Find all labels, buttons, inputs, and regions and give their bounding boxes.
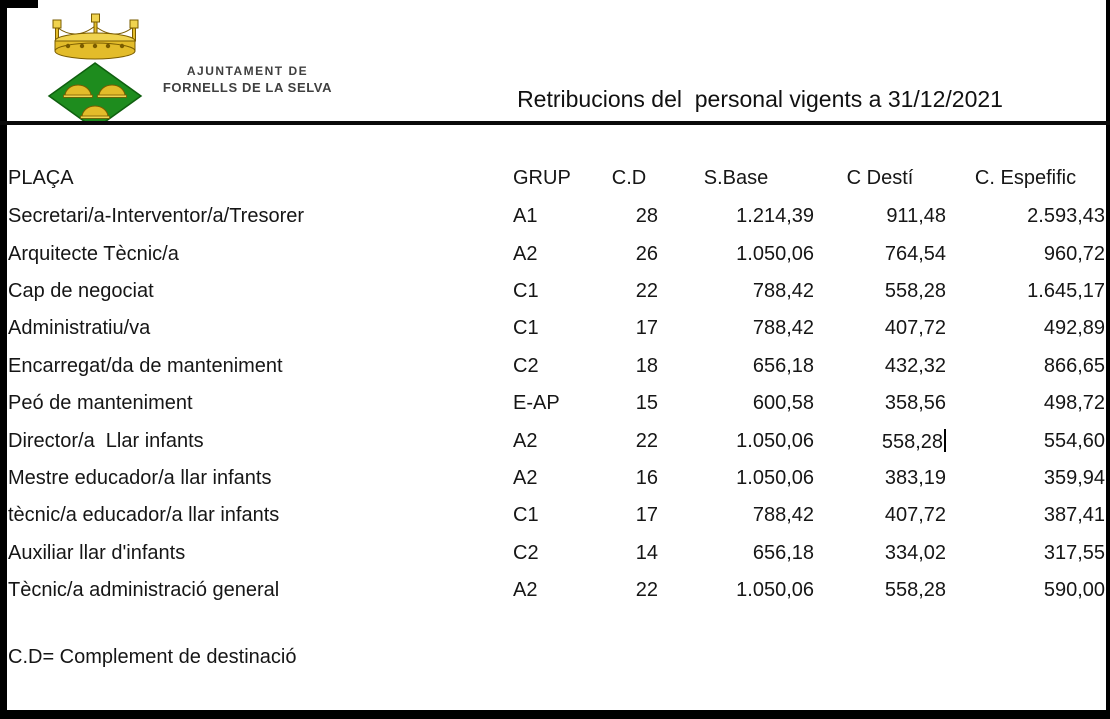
cell-placa bbox=[8, 504, 510, 527]
cell-text: 17 bbox=[635, 504, 658, 527]
cell-text: 358,56 bbox=[884, 392, 946, 415]
cell-text: 492,89 bbox=[1043, 317, 1105, 340]
cell-cdesti bbox=[814, 243, 946, 266]
cell-cespecific bbox=[946, 430, 1105, 453]
cell-text: 14 bbox=[635, 541, 658, 564]
cell-cd bbox=[600, 542, 658, 565]
cell-text: 18 bbox=[635, 354, 658, 377]
cell-text: A2 bbox=[513, 466, 538, 489]
table-row bbox=[8, 235, 1105, 272]
cell-text: 383,19 bbox=[884, 466, 946, 489]
cell-text: 656,18 bbox=[752, 354, 814, 377]
cell-cdesti bbox=[814, 205, 946, 228]
table-header bbox=[8, 158, 1105, 198]
cell-text: 317,55 bbox=[1043, 541, 1105, 564]
cell-cespecific bbox=[946, 579, 1105, 602]
cell-sbase bbox=[658, 542, 814, 565]
cell-text: tècnic/a educador/a llar infants bbox=[8, 504, 280, 527]
cell-text: 1.050,06 bbox=[736, 466, 814, 489]
cell-text: Encarregat/da de manteniment bbox=[8, 354, 283, 377]
cell-text: 2.593,43 bbox=[1027, 205, 1105, 228]
table-row bbox=[8, 460, 1105, 497]
org-name-line2: FORNELLS DE LA SELVA bbox=[162, 80, 333, 95]
cell-cespecific bbox=[946, 280, 1105, 303]
cell-cd bbox=[600, 355, 658, 378]
cell-text: A1 bbox=[513, 205, 538, 228]
cell-grup bbox=[510, 542, 600, 565]
cell-sbase bbox=[658, 205, 814, 228]
cell-sbase bbox=[658, 579, 814, 602]
page-border-bottom bbox=[0, 710, 1110, 719]
cell-cespecific bbox=[946, 243, 1105, 266]
org-name-line1: AJUNTAMENT DE bbox=[186, 64, 309, 78]
table-row bbox=[8, 385, 1105, 422]
cell-text: 359,94 bbox=[1043, 466, 1105, 489]
cell-text: Auxiliar llar d'infants bbox=[8, 541, 186, 564]
cell-grup bbox=[510, 392, 600, 415]
cell-text: 28 bbox=[635, 205, 658, 228]
cell-text: Cap de negociat bbox=[8, 279, 154, 302]
cell-placa bbox=[8, 542, 510, 565]
cell-cdesti bbox=[814, 542, 946, 565]
table-row bbox=[8, 198, 1105, 235]
cell-cdesti bbox=[814, 392, 946, 415]
cell-text: 334,02 bbox=[884, 541, 946, 564]
cell-text: 387,41 bbox=[1043, 504, 1105, 527]
cell-cd bbox=[600, 579, 658, 602]
cell-text: 764,54 bbox=[884, 242, 946, 265]
cell-text: 600,58 bbox=[752, 392, 814, 415]
cell-grup bbox=[510, 467, 600, 490]
cell-grup bbox=[510, 280, 600, 303]
cell-grup bbox=[510, 243, 600, 266]
cell-grup bbox=[510, 579, 600, 602]
cell-text: C1 bbox=[513, 317, 539, 340]
cell-cespecific bbox=[946, 392, 1105, 415]
cell-text: 22 bbox=[635, 429, 658, 452]
cell-cd bbox=[600, 392, 658, 415]
cell-text: Director/a Llar infants bbox=[8, 429, 204, 452]
cell-cd bbox=[600, 504, 658, 527]
cell-text: 407,72 bbox=[884, 317, 946, 340]
cell-grup bbox=[510, 504, 600, 527]
cell-cespecific bbox=[946, 467, 1105, 490]
table-row bbox=[8, 273, 1105, 310]
cell-text: Arquitecte Tècnic/a bbox=[8, 242, 179, 265]
cell-grup bbox=[510, 317, 600, 340]
cell-cdesti bbox=[814, 355, 946, 378]
cell-text: Tècnic/a administració general bbox=[8, 579, 280, 602]
cell-text: 407,72 bbox=[884, 504, 946, 527]
cell-placa bbox=[8, 579, 510, 602]
cell-text: C2 bbox=[513, 541, 539, 564]
cell-sbase bbox=[658, 392, 814, 415]
green-diamond-shield-icon bbox=[49, 63, 141, 125]
cell-text: 558,28 bbox=[881, 430, 943, 453]
cell-text: 16 bbox=[635, 466, 658, 489]
cell-cespecific bbox=[946, 317, 1105, 340]
cell-cd bbox=[600, 243, 658, 266]
cell-text: 554,60 bbox=[1043, 429, 1105, 452]
page-border-left bbox=[0, 0, 7, 719]
cell-text: 1.214,39 bbox=[736, 205, 814, 228]
cell-cd bbox=[600, 205, 658, 228]
cell-text: 1.050,06 bbox=[736, 579, 814, 602]
page-border-top-dash bbox=[0, 0, 38, 8]
table-row bbox=[8, 535, 1105, 572]
cell-placa bbox=[8, 392, 510, 415]
cell-placa bbox=[8, 430, 510, 453]
column-header-sbase: S.Base bbox=[703, 166, 769, 189]
crown-icon bbox=[53, 14, 138, 59]
cell-text: 22 bbox=[635, 279, 658, 302]
cell-text: E-AP bbox=[513, 392, 560, 415]
cell-text: 1.645,17 bbox=[1027, 279, 1105, 302]
cell-placa bbox=[8, 467, 510, 490]
cell-text: 558,28 bbox=[884, 579, 946, 602]
cell-text: A2 bbox=[513, 242, 538, 265]
cell-text: 1.050,06 bbox=[736, 429, 814, 452]
cell-text: 656,18 bbox=[752, 541, 814, 564]
cell-text: Mestre educador/a llar infants bbox=[8, 466, 272, 489]
column-header-cdesti: C Destí bbox=[846, 166, 914, 189]
cell-text: 17 bbox=[635, 317, 658, 340]
cell-text: 911,48 bbox=[886, 205, 946, 228]
table-body bbox=[8, 198, 1105, 609]
cell-grup bbox=[510, 205, 600, 228]
cell-text: A2 bbox=[513, 429, 538, 452]
cell-cdesti bbox=[814, 467, 946, 490]
cell-cd bbox=[600, 280, 658, 303]
cell-text: 590,00 bbox=[1043, 579, 1105, 602]
cell-sbase bbox=[658, 504, 814, 527]
cell-grup bbox=[510, 355, 600, 378]
page-title: Retribucions del personal vigents a 31/12/2021 bbox=[517, 86, 1003, 112]
cell-cd bbox=[600, 430, 658, 453]
cell-text: Administratiu/va bbox=[8, 317, 151, 340]
cell-cespecific bbox=[946, 355, 1105, 378]
cell-text: C1 bbox=[513, 279, 539, 302]
cell-text: 788,42 bbox=[752, 317, 814, 340]
cell-placa bbox=[8, 317, 510, 340]
table-row bbox=[8, 422, 1105, 459]
cell-text: A2 bbox=[513, 579, 538, 602]
cell-cd bbox=[600, 317, 658, 340]
cell-grup bbox=[510, 430, 600, 453]
cell-cespecific bbox=[946, 205, 1105, 228]
salary-table bbox=[8, 158, 1105, 609]
organization-name bbox=[150, 64, 345, 95]
cell-text: 866,65 bbox=[1043, 354, 1105, 377]
table-row bbox=[8, 572, 1105, 609]
cell-text: 960,72 bbox=[1043, 242, 1105, 265]
cell-text: 498,72 bbox=[1043, 392, 1105, 415]
cell-placa bbox=[8, 243, 510, 266]
cell-sbase bbox=[658, 317, 814, 340]
cell-cdesti bbox=[814, 579, 946, 602]
cell-sbase bbox=[658, 355, 814, 378]
column-header-cespecific: C. Espefific bbox=[974, 166, 1077, 189]
cell-placa bbox=[8, 355, 510, 378]
municipal-coat-of-arms-icon bbox=[38, 8, 153, 125]
cell-placa bbox=[8, 205, 510, 228]
cell-text: Secretari/a-Interventor/a/Tresorer bbox=[8, 205, 305, 228]
cell-text: 26 bbox=[635, 242, 658, 265]
cell-cespecific bbox=[946, 542, 1105, 565]
cell-cd bbox=[600, 467, 658, 490]
footnote: C.D= Complement de destinació bbox=[8, 646, 297, 668]
cell-cdesti bbox=[814, 280, 946, 303]
cell-cdesti bbox=[814, 504, 946, 527]
header-divider bbox=[0, 121, 1110, 125]
table-row bbox=[8, 310, 1105, 347]
cell-cdesti bbox=[814, 429, 946, 454]
cell-text: 1.050,06 bbox=[736, 242, 814, 265]
cell-placa bbox=[8, 280, 510, 303]
cell-text: 558,28 bbox=[884, 279, 946, 302]
cell-text: 432,32 bbox=[884, 354, 946, 377]
cell-sbase bbox=[658, 243, 814, 266]
cell-cdesti bbox=[814, 317, 946, 340]
cell-sbase bbox=[658, 280, 814, 303]
table-row bbox=[8, 348, 1105, 385]
cell-cespecific bbox=[946, 504, 1105, 527]
cell-text: 788,42 bbox=[752, 279, 814, 302]
cell-text: 22 bbox=[635, 579, 658, 602]
column-header-cd: C.D bbox=[611, 166, 647, 189]
column-header-placa: PLAÇA bbox=[8, 166, 74, 189]
cell-text: 15 bbox=[635, 392, 658, 415]
cell-sbase bbox=[658, 467, 814, 490]
page-border-right bbox=[1106, 0, 1110, 719]
cell-text: C2 bbox=[513, 354, 539, 377]
column-header-grup: GRUP bbox=[513, 166, 571, 189]
cell-sbase bbox=[658, 430, 814, 453]
cell-text: 788,42 bbox=[752, 504, 814, 527]
cell-text: C1 bbox=[513, 504, 539, 527]
table-row bbox=[8, 497, 1105, 534]
cell-text: Peó de manteniment bbox=[8, 392, 193, 415]
